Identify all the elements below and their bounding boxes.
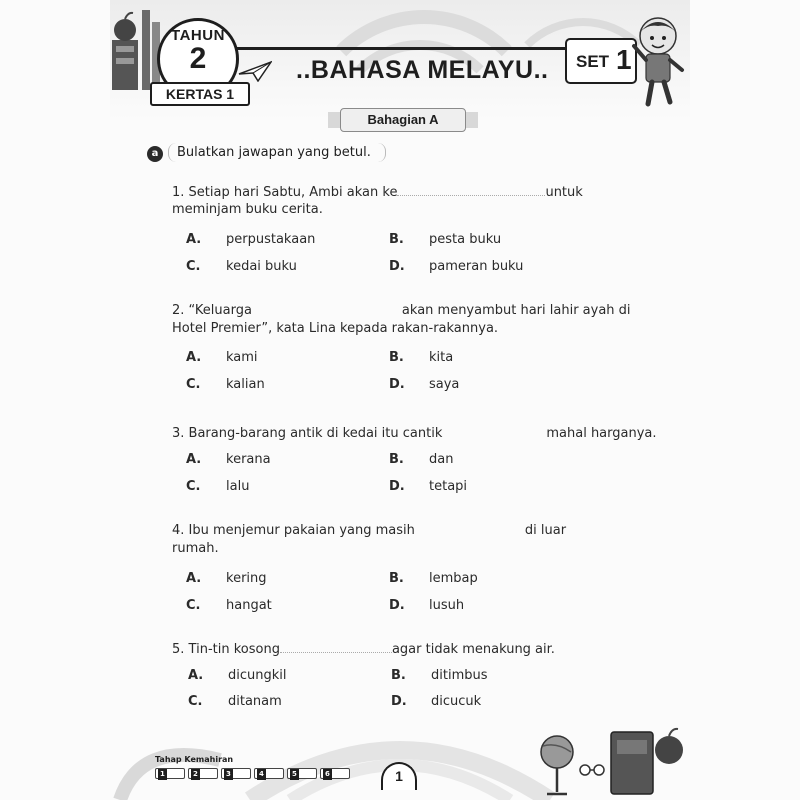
option-a[interactable]: A. kerana bbox=[186, 452, 271, 467]
question-3 bbox=[172, 425, 657, 441]
set-label: SET bbox=[576, 52, 610, 71]
question-1 bbox=[172, 183, 583, 200]
page-title: ..BAHASA MELAYU.. bbox=[296, 56, 549, 84]
section-tag-wing bbox=[464, 112, 478, 128]
question-text: agar tidak menakung air. bbox=[391, 642, 555, 657]
option-c[interactable]: C. lalu bbox=[186, 479, 250, 494]
skill-level-boxes bbox=[155, 768, 350, 782]
question-text: mahal harganya. bbox=[546, 426, 657, 441]
header-rule bbox=[235, 47, 565, 50]
option-a[interactable]: A. dicungkil bbox=[188, 668, 287, 683]
option-d[interactable]: D. lusuh bbox=[389, 598, 465, 613]
set-badge bbox=[565, 38, 637, 84]
option-b[interactable]: B. kita bbox=[389, 350, 454, 365]
question-text: akan menyambut hari lahir ayah di bbox=[401, 303, 631, 318]
option-b[interactable]: B. dan bbox=[389, 452, 454, 467]
option-a[interactable]: A. kami bbox=[186, 350, 258, 365]
option-a[interactable]: A. perpustakaan bbox=[186, 232, 316, 247]
set-number: 1 bbox=[616, 44, 632, 75]
question-2-line2: Hotel Premier”, kata Lina kepada rakan-rakannya. bbox=[172, 321, 499, 336]
question-4 bbox=[172, 522, 566, 538]
option-b[interactable]: B. ditimbus bbox=[391, 668, 488, 683]
question-4-line2: rumah. bbox=[172, 541, 219, 556]
question-number: 3. bbox=[172, 426, 185, 441]
kertas-label: KERTAS 1 bbox=[150, 82, 250, 106]
instruction-text: Bulatkan jawapan yang betul. bbox=[168, 143, 386, 162]
skill-level-box[interactable]: 3 bbox=[221, 768, 251, 779]
option-b[interactable]: B. pesta buku bbox=[389, 232, 502, 247]
question-text: Tin-tin kosong bbox=[188, 642, 280, 657]
question-text: untuk bbox=[545, 185, 583, 200]
question-2 bbox=[172, 302, 631, 318]
option-b[interactable]: B. lembap bbox=[389, 571, 478, 586]
skill-level-box[interactable]: 6 bbox=[320, 768, 350, 779]
answer-blank bbox=[252, 302, 402, 314]
tahap-kemahiran-label: Tahap Kemahiran bbox=[155, 755, 234, 764]
page-number: 1 bbox=[381, 762, 417, 790]
option-c[interactable]: C. kalian bbox=[186, 377, 265, 392]
question-5 bbox=[172, 640, 555, 657]
paper-plane-icon bbox=[238, 60, 272, 82]
option-d[interactable]: D. pameran buku bbox=[389, 259, 524, 274]
option-c[interactable]: C. ditanam bbox=[188, 694, 282, 709]
answer-blank bbox=[280, 640, 392, 653]
school-items-illustration bbox=[535, 712, 695, 800]
question-number: 5. bbox=[172, 642, 185, 657]
option-a[interactable]: A. kering bbox=[186, 571, 267, 586]
option-d[interactable]: D. tetapi bbox=[389, 479, 468, 494]
option-c[interactable]: C. hangat bbox=[186, 598, 272, 613]
tahun-number: 2 bbox=[189, 42, 207, 75]
question-text: Ibu menjemur pakaian yang masih bbox=[188, 523, 415, 538]
option-c[interactable]: C. kedai buku bbox=[186, 259, 297, 274]
option-d[interactable]: D. dicucuk bbox=[391, 694, 482, 709]
question-text: di luar bbox=[524, 523, 567, 538]
instruction-marker: a bbox=[147, 146, 163, 162]
skill-level-box[interactable]: 2 bbox=[188, 768, 218, 779]
skill-level-box[interactable]: 4 bbox=[254, 768, 284, 779]
question-text: Barang-barang antik di kedai itu cantik bbox=[188, 426, 443, 441]
tahun-label: TAHUN bbox=[171, 27, 225, 44]
question-number: 1. bbox=[172, 185, 185, 200]
answer-blank bbox=[397, 183, 545, 196]
answer-blank bbox=[442, 425, 546, 437]
skill-level-box[interactable]: 5 bbox=[287, 768, 317, 779]
option-d[interactable]: D. saya bbox=[389, 377, 460, 392]
question-text: “Keluarga bbox=[188, 303, 252, 318]
section-label: Bahagian A bbox=[340, 108, 466, 132]
student-illustration bbox=[628, 10, 688, 110]
skill-level-box[interactable]: 1 bbox=[155, 768, 185, 779]
question-text: Setiap hari Sabtu, Ambi akan ke bbox=[188, 185, 398, 200]
question-number: 4. bbox=[172, 523, 185, 538]
question-number: 2. bbox=[172, 303, 185, 318]
question-1-line2: meminjam buku cerita. bbox=[172, 202, 323, 217]
answer-blank bbox=[415, 522, 525, 534]
